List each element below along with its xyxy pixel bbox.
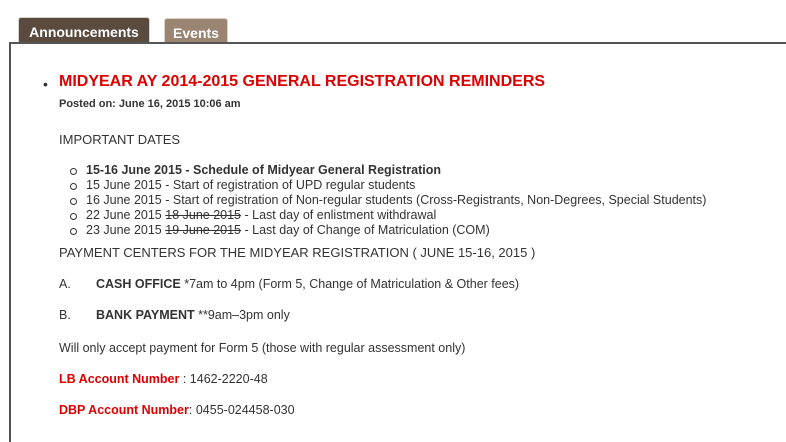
list-item: 23 June 2015 19 June 2015 - Last day of Change of Matriculation (COM) — [70, 223, 706, 238]
list-item: 15-16 June 2015 - Schedule of Midyear General Registration — [70, 163, 706, 178]
list-item: 22 June 2015 18 June 2015 - Last day of enlistment withdrawal — [70, 208, 706, 223]
posted-on-date: Posted on: June 16, 2015 10:06 am — [59, 98, 241, 110]
bullet-icon: • — [43, 76, 48, 92]
cash-office-row: A. CASH OFFICE *7am to 4pm (Form 5, Change of Matriculation & Other fees) — [59, 277, 520, 291]
lb-account-row: LB Account Number : 1462-2220-48 — [59, 372, 268, 386]
important-dates-heading: IMPORTANT DATES — [59, 132, 181, 147]
dbp-account-row: DBP Account Number: 0455-024458-030 — [59, 403, 295, 417]
tab-announcements[interactable]: Announcements — [18, 17, 150, 44]
tab-events[interactable]: Events — [164, 18, 228, 44]
bank-payment-row: B. BANK PAYMENT **9am–3pm only — [59, 308, 290, 322]
post-title-link[interactable]: MIDYEAR AY 2014-2015 GENERAL REGISTRATION REMINDERS — [59, 73, 546, 90]
important-dates-list — [70, 163, 706, 238]
form5-note: Will only accept payment for Form 5 (those with regular assessment only) — [59, 341, 466, 355]
payment-centers-heading: PAYMENT CENTERS FOR THE MIDYEAR REGISTRATION ( JUNE 15-16, 2015 ) — [59, 245, 536, 260]
list-item: 16 June 2015 - Start of registration of Non-regular students (Cross-Registrants, Non-Degrees, Special Students) — [70, 193, 706, 208]
list-item: 15 June 2015 - Start of registration of UPD regular students — [70, 178, 706, 193]
